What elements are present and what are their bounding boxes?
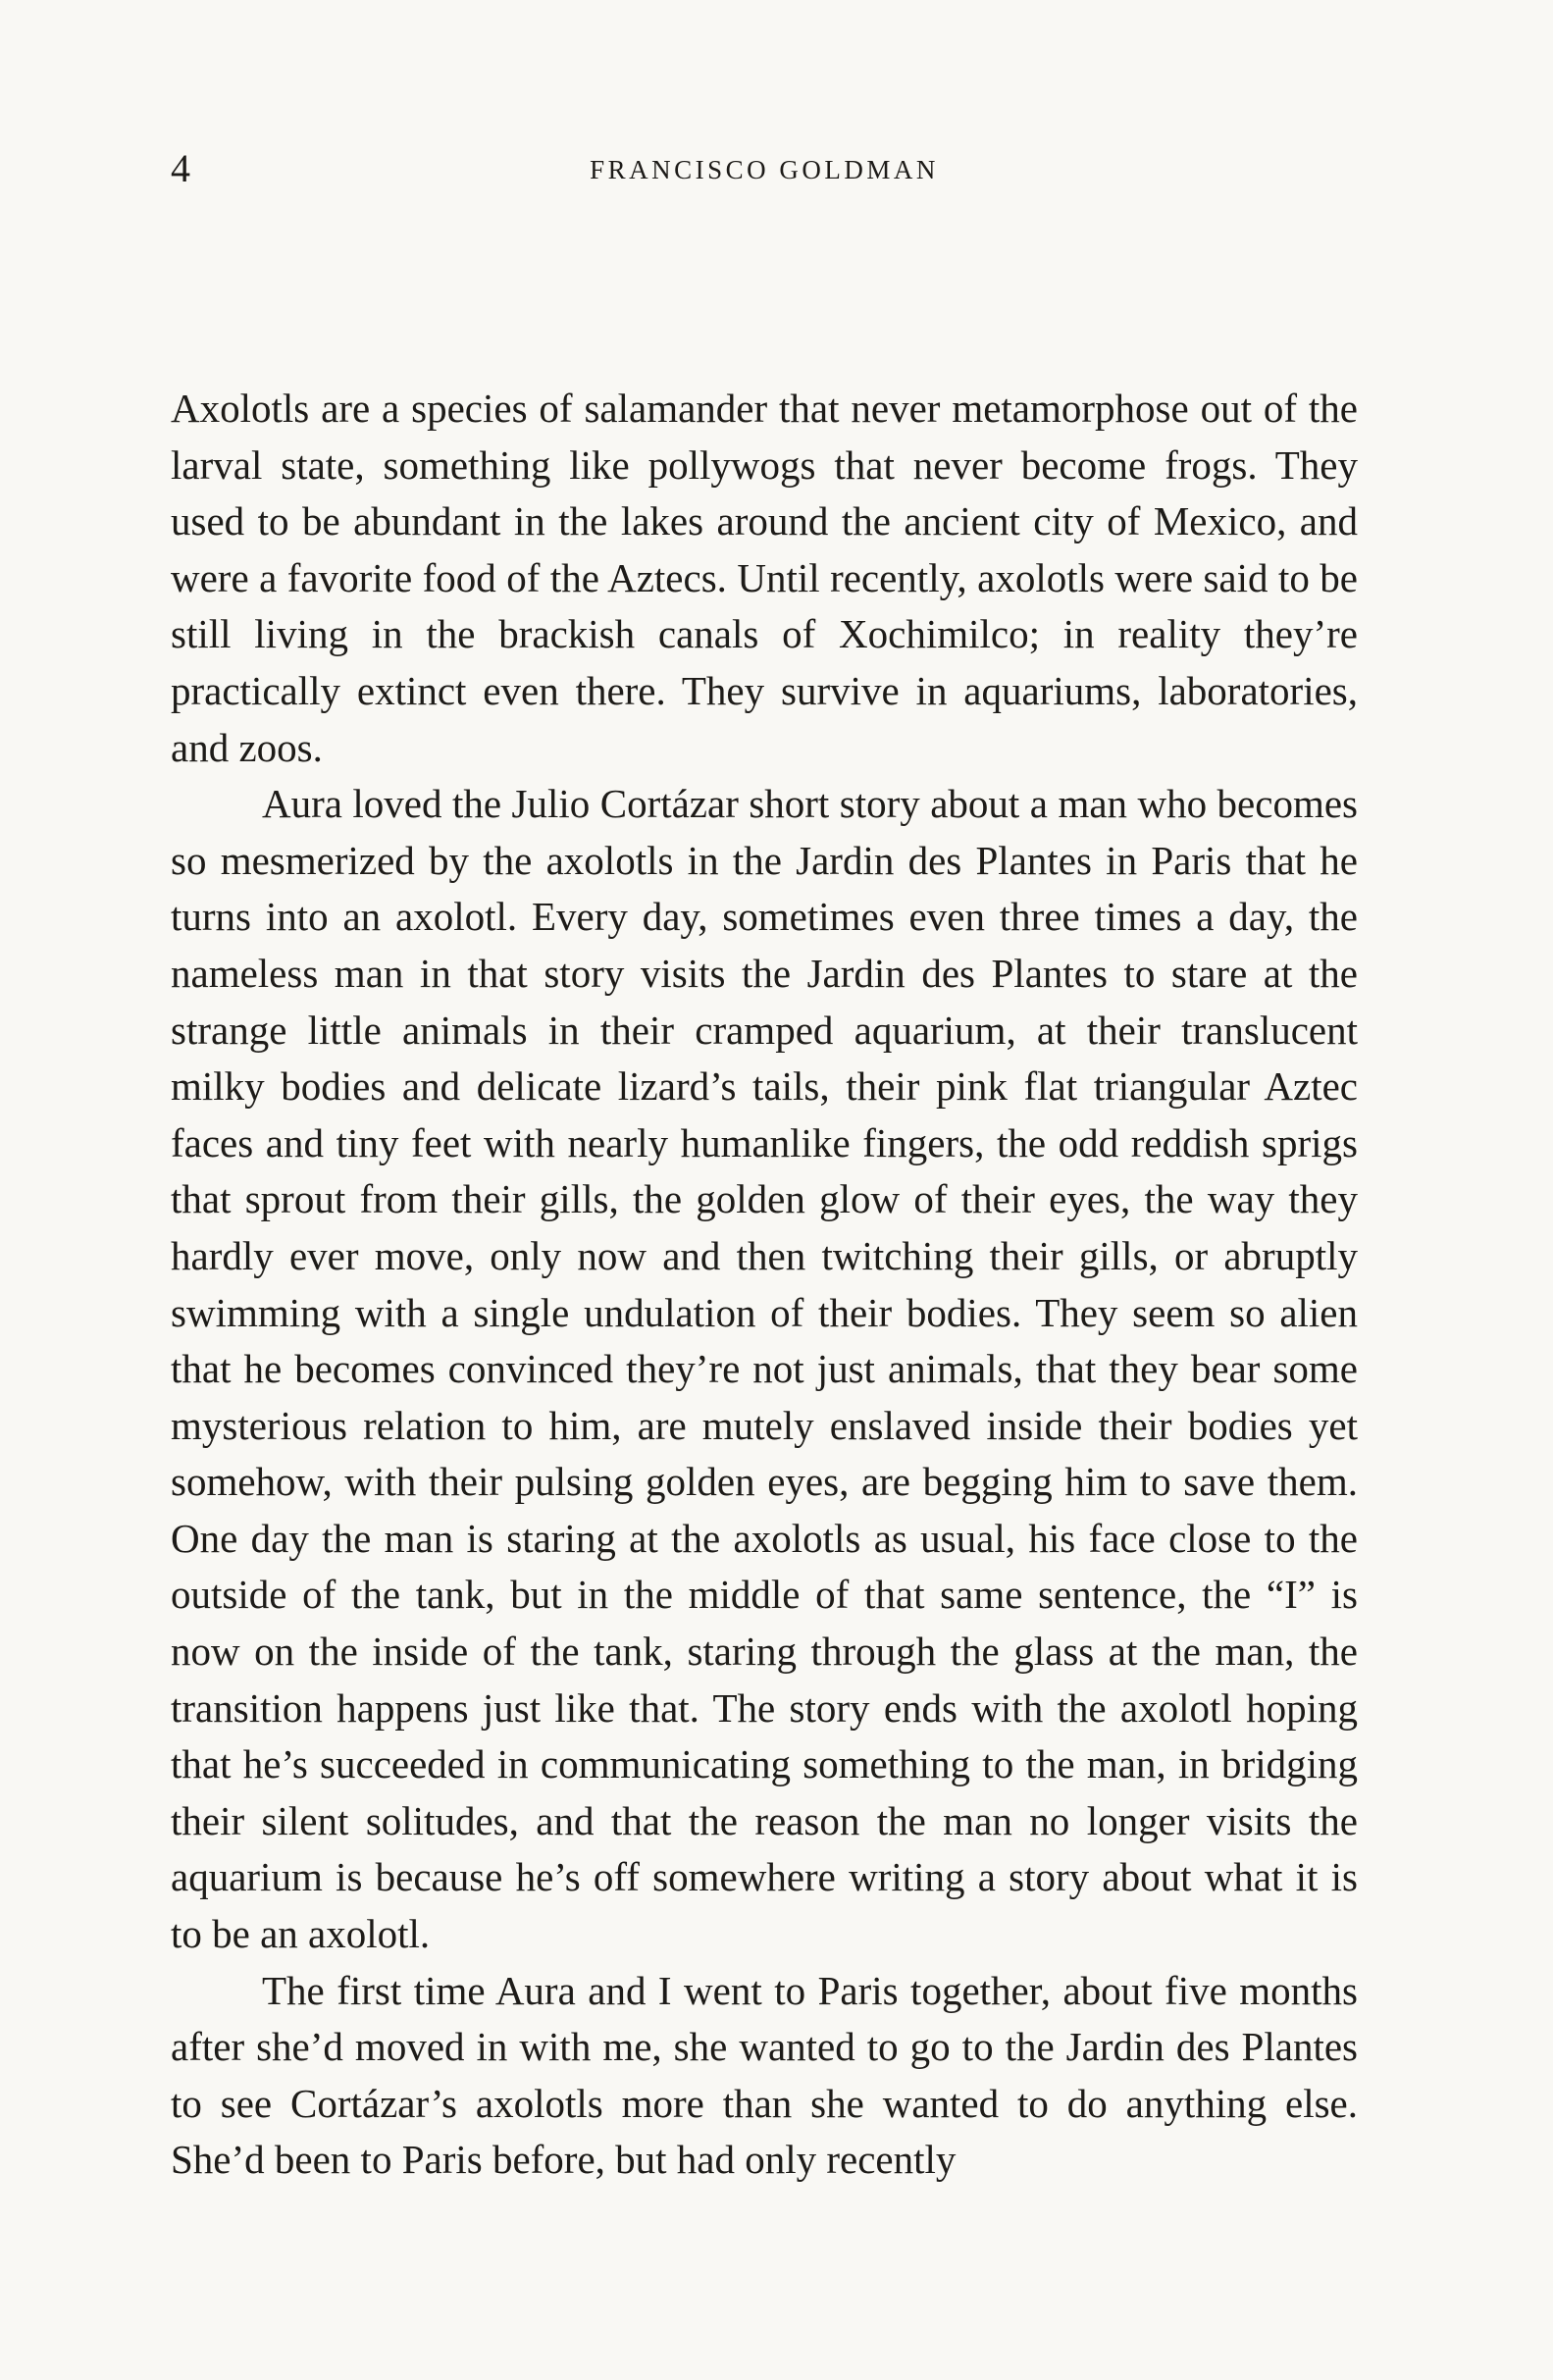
- paragraph-paris-trip: The first time Aura and I went to Paris together, about five months after she’d moved in with me, she wanted to go to the Jardin des Plantes to see Cortázar’s axolotls more than she wanted to do anything else. She’d been to Paris before, but had only recently: [171, 1967, 1358, 2183]
- page-number: 4: [171, 146, 190, 190]
- running-title: FRANCISCO GOLDMAN: [590, 155, 939, 184]
- paragraph-axolotls-intro: Axolotls are a species of salamander that never metamorphose out of the larval state, something like pollywogs that never become frogs. They used to be abundant in the lakes around the ancient city of Mexico, and were a favorite food of the Aztecs. Until recently, axolotls were said to be still living in the brackish canals of Xochimilco; in reality they’re practically extinct even there. They survive in aquariums, laboratories, and zoos.: [171, 386, 1358, 770]
- body-text: [171, 381, 1358, 2189]
- paragraph-cortazar-story: Aura loved the Julio Cortázar short story about a man who becomes so mesmerized by the axolotls in the Jardin des Plantes in Paris that he turns into an axolotl. Every day, sometimes even three times a day, the nameless man in that story visits the Jardin des Plantes to stare at the strange little animals in their cramped aquarium, at their translucent milky bodies and delicate lizard’s tails, their pink flat triangular Aztec faces and tiny feet with nearly humanlike fingers, the odd reddish sprigs that sprout from their gills, the golden glow of their eyes, the way they hardly ever move, only now and then twitching their gills, or abruptly swimming with a single undulation of their bodies. They seem so alien that he becomes convinced they’re not just animals, that they bear some mysterious relation to him, are mutely enslaved inside their bodies yet somehow, with their pulsing golden eyes, are begging him to save them. One day the man is staring at the axolotls as usual, his face close to the outside of the tank, but in the middle of that same sentence, the “I” is now on the inside of the tank, staring through the glass at the man, the transition happens just like that. The story ends with the axolotl hoping that he’s succeeded in communicating something to the man, in bridging their silent solitudes, and that the reason the man no longer visits the aquarium is because he’s off somewhere writing a story about what it is to be an axolotl.: [171, 781, 1358, 1957]
- running-head: [171, 145, 1358, 192]
